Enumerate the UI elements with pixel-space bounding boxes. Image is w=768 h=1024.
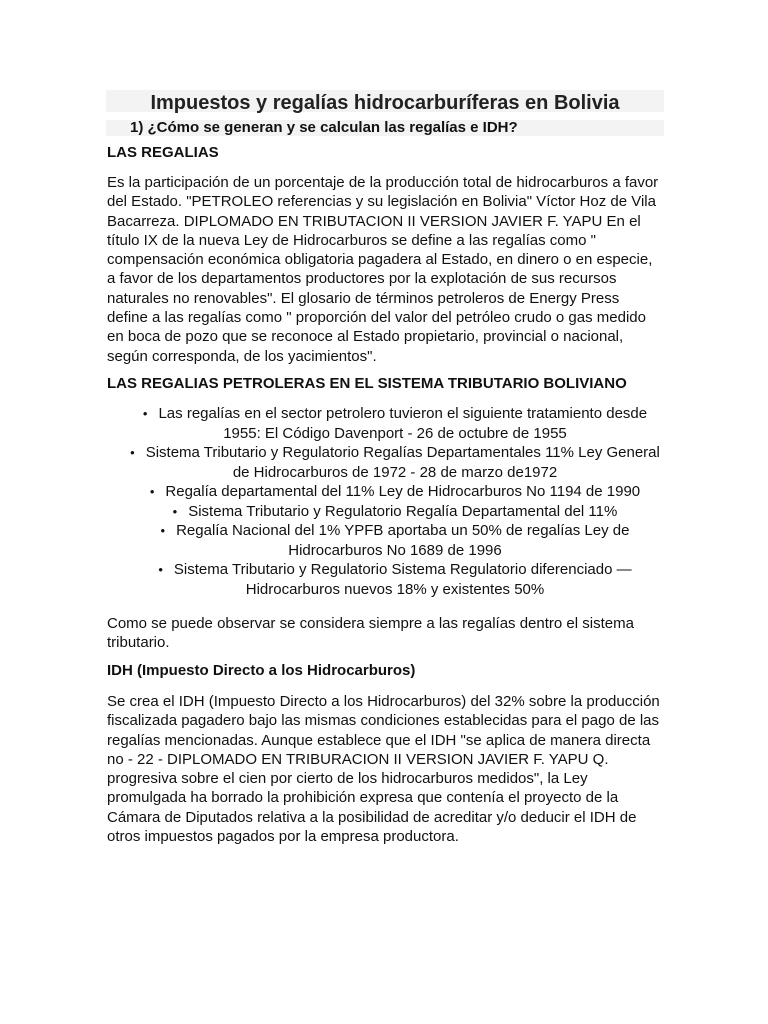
list-item-text: Regalía departamental del 11% Ley de Hidrocarburos No 1194 de 1990 — [165, 483, 641, 500]
bullet-icon: • — [172, 503, 178, 519]
list-item-text: Sistema Tributario y Regulatorio Regalías Departamentales 11% Ley General de Hidrocarburos de 1972 - 28 de marzo de1972 — [145, 444, 660, 481]
bullet-icon: • — [158, 562, 163, 577]
bullet-icon: • — [130, 445, 135, 460]
idh-paragraph: Se crea el IDH (Impuesto Directo a los Hidrocarburos) del 32% sobre la producción fiscalizada pagadero bajo las mismas condiciones establecidas para el pago de las regalías mencionadas. Aunque establece que el IDH "se aplica de manera directa no - 22 - DIPLOMADO EN TRIBURACION II VERSION JAVIER F. YAPU Q. progresiva sobre el cien por cierto de los hidrocarburos medidos", la Ley promulgada ha borrado la prohibición expresa que contenía el proyecto de la Cámara de Diputados relativa a la posibilidad de acreditar y/o deducir el IDH de otros impuestos pagados por la empresa productora. — [107, 693, 660, 846]
document-title: Impuestos y regalías hidrocarburíferas en Bolivia — [150, 92, 620, 114]
regalias-paragraph: Es la participación de un porcentaje de la producción total de hidrocarburos a favor del Estado. "PETROLEO referencias y su legislación en Bolivia" Víctor Hoz de Vila Bacarreza. DIPLOMADO EN TRIBUTACION II VERSION JAVIER F. YAPU En el título IX de la nueva Ley de Hidrocarburos se define a las regalías como " compensación económica obligatoria pagadera al Estado, en dinero o en especie, a favor de los departamentos productores por la explotación de sus recursos naturales no renovables". El glosario de términos petroleros de Energy Press define a las regalías como " proporción del valor del petróleo crudo o gas medido en boca de pozo que se reconoce al Estado propietario, provincial o nacional, según corresponda, de los yacimientos". — [107, 174, 659, 365]
bullet-icon: • — [142, 406, 148, 421]
section-heading-regalias: LAS REGALIAS — [107, 144, 219, 161]
regalias-bullet-list — [130, 404, 660, 599]
list-item-text: Sistema Tributario y Regulatorio Sistema Regulatorio diferenciado — Hidrocarburos nuevos 18% y existentes 50% — [173, 561, 632, 598]
list-item — [130, 521, 660, 560]
closing-paragraph: Como se puede observar se considera siempre a las regalías dentro el sistema tributario. — [107, 615, 634, 652]
section-heading-regalias-petroleras: LAS REGALIAS PETROLERAS EN EL SISTEMA TRIBUTARIO BOLIVIANO — [107, 375, 627, 392]
list-item-text: Regalía Nacional del 1% YPFB aportaba un 50% de regalías Ley de Hidrocarburos No 1689 de 1996 — [176, 522, 630, 559]
list-item — [130, 502, 660, 522]
list-item — [130, 560, 660, 599]
list-item-text: Sistema Tributario y Regulatorio Regalía Departamental del 11% — [188, 502, 618, 520]
bullet-icon: • — [149, 484, 155, 499]
list-item — [130, 482, 660, 502]
list-item — [130, 443, 660, 482]
question-heading: 1) ¿Cómo se generan y se calculan las regalías e IDH? — [130, 119, 518, 136]
bullet-icon: • — [160, 523, 166, 538]
section-heading-idh: IDH (Impuesto Directo a los Hidrocarburos) — [107, 662, 416, 679]
list-item-text: Las regalías en el sector petrolero tuvieron el siguiente tratamiento desde 1955: El Código Davenport - 26 de octubre de 1955 — [158, 405, 648, 442]
list-item — [130, 404, 660, 443]
